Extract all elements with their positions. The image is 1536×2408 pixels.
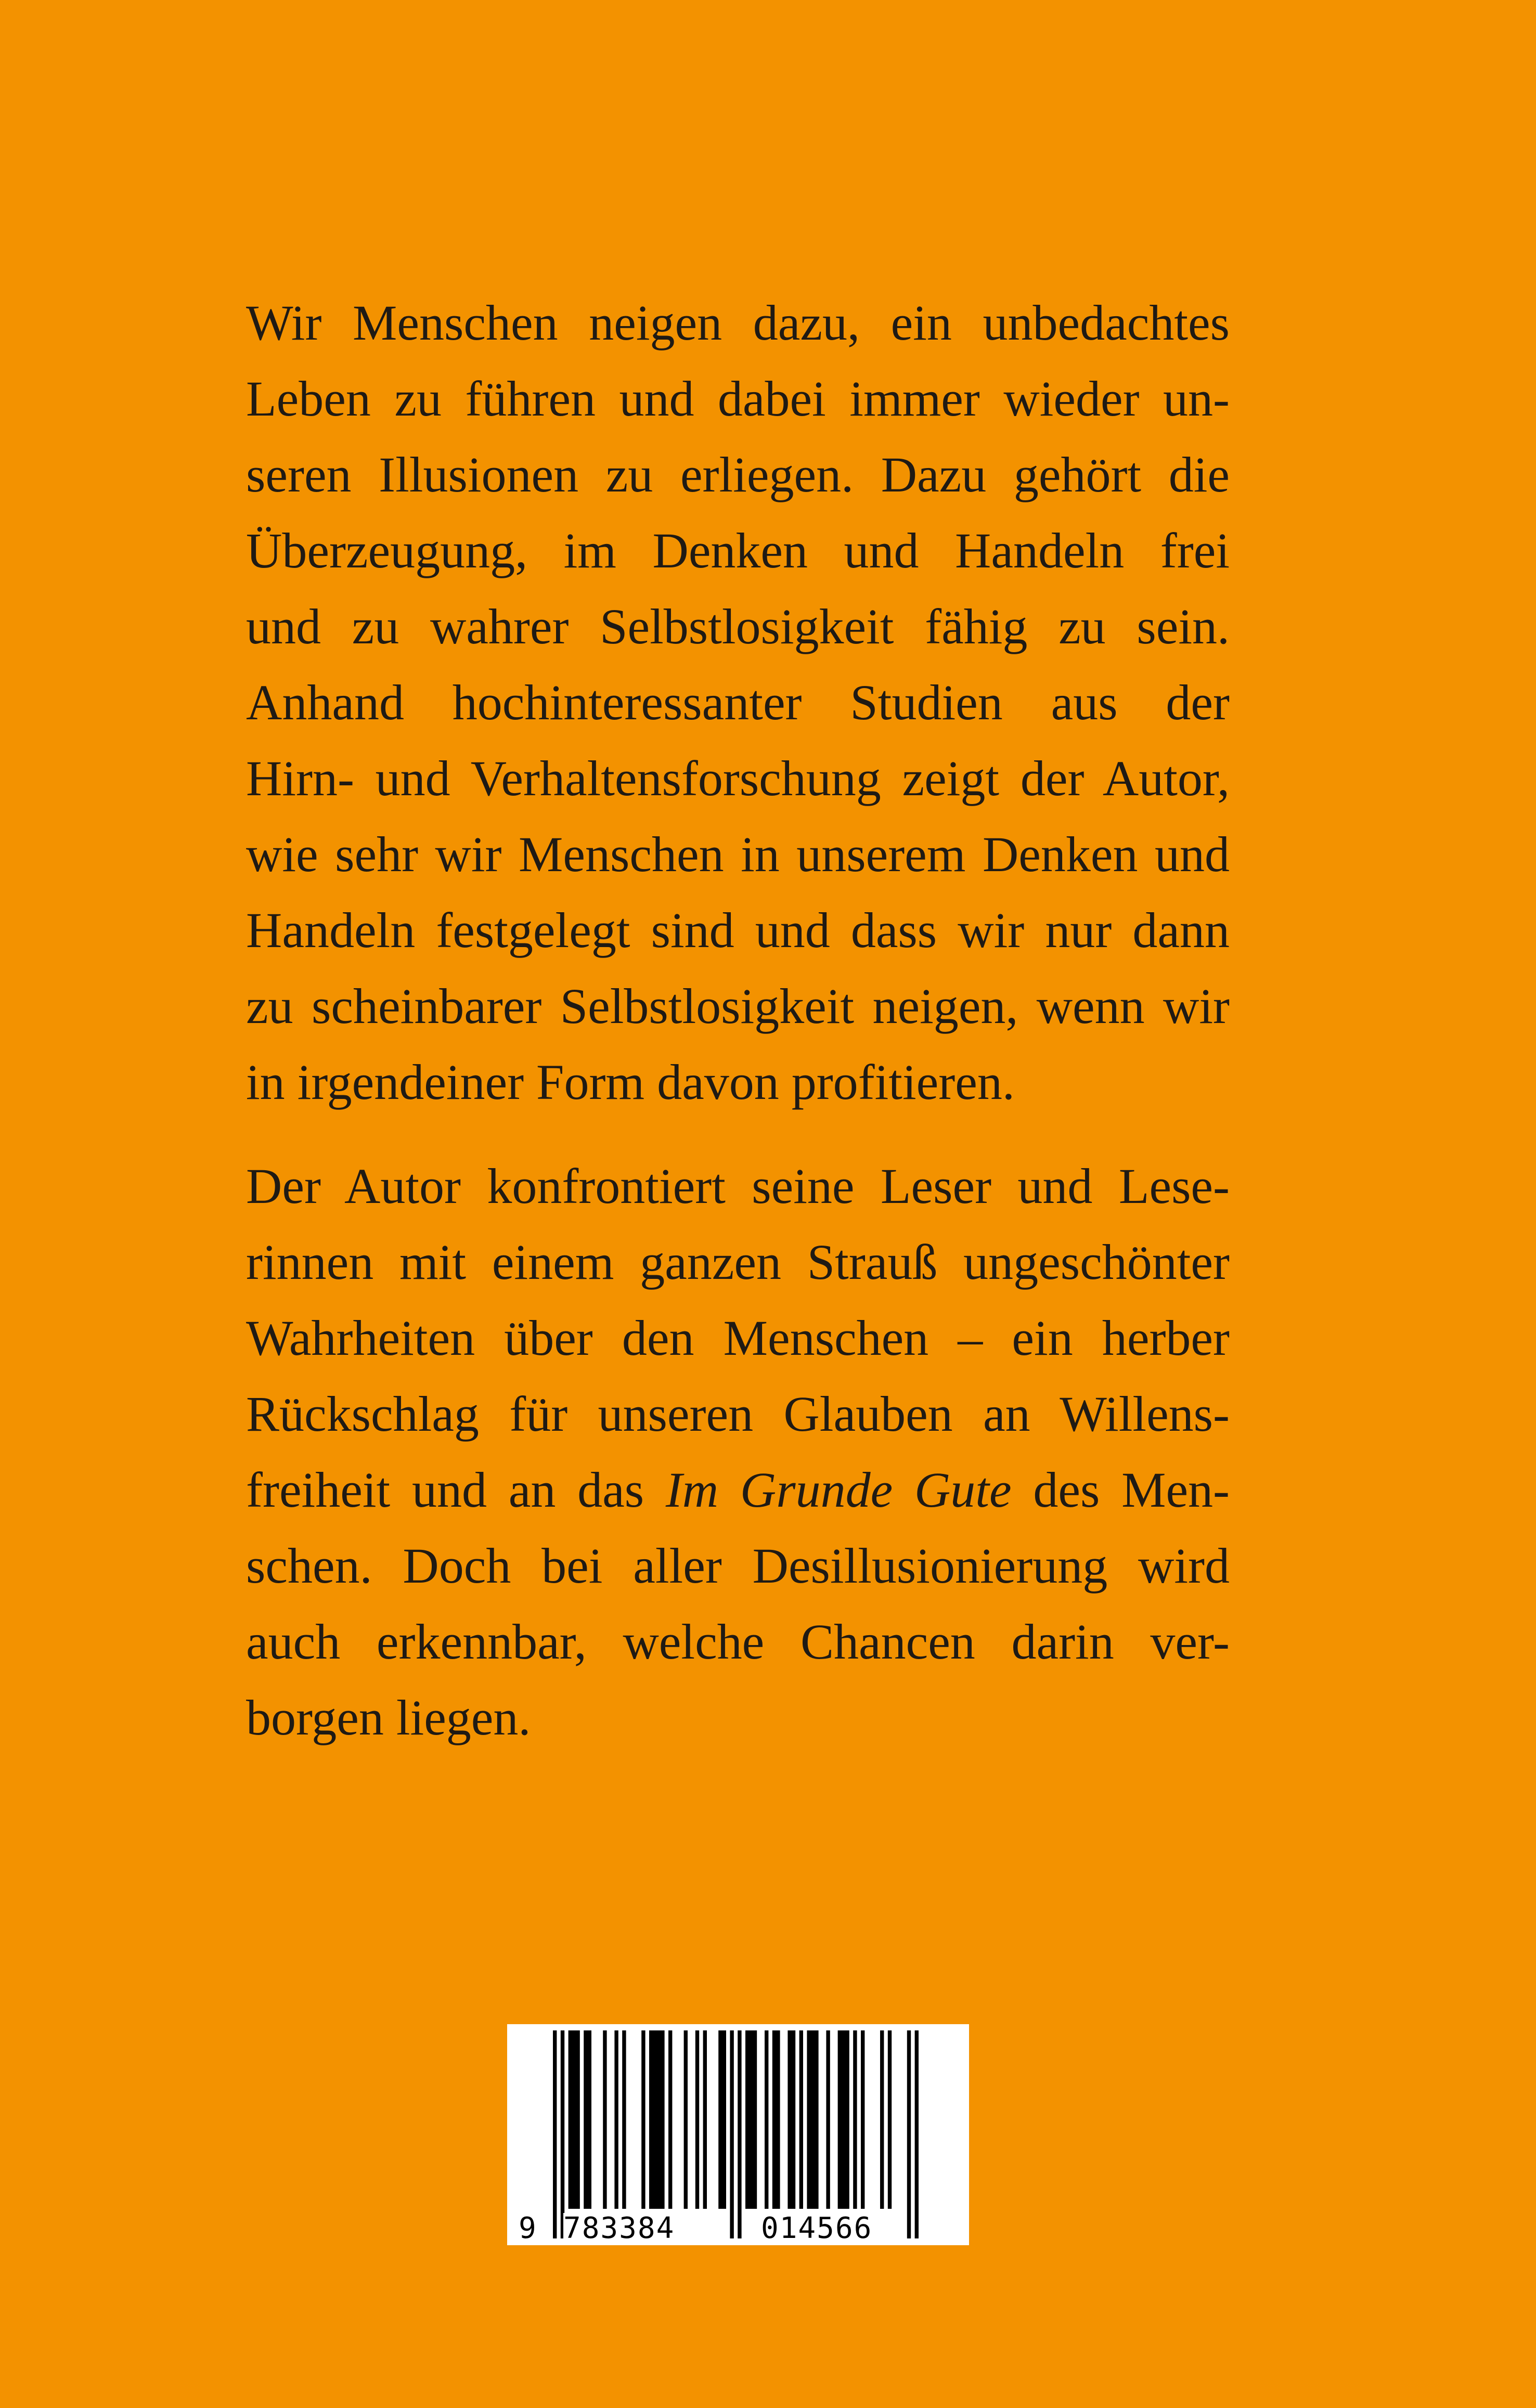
barcode-left-digits: 783384 [563, 2211, 675, 2245]
blurb-text [246, 285, 1230, 1756]
text-line: Rückschlag für unseren Glauben an Willens- [246, 1386, 1230, 1442]
text-line-with-italic [246, 1452, 1230, 1528]
text-line: borgen liegen. [246, 1690, 531, 1745]
text-line: schen. Doch bei aller Desillusionierung wird [246, 1538, 1230, 1594]
barcode-digits [507, 2024, 969, 2245]
text-line: Handeln festgelegt sind und dass wir nur dann [246, 902, 1230, 958]
barcode-right-digits: 014566 [761, 2211, 873, 2245]
text-line: zu scheinbarer Selbstlosigkeit neigen, wenn wir [246, 978, 1230, 1034]
text-segment: freiheit und an das [246, 1462, 666, 1518]
text-segment: des Men- [1011, 1462, 1230, 1518]
italic-phrase: Im Grunde Gute [665, 1462, 1012, 1518]
text-line: Hirn- und Verhaltensforschung zeigt der Autor, [246, 750, 1230, 806]
barcode-first-digit: 9 [519, 2211, 537, 2245]
text-line: Wir Menschen neigen dazu, ein unbedachtes [246, 295, 1230, 351]
text-line: Wahrheiten über den Menschen – ein herber [246, 1310, 1230, 1366]
blurb-paragraph-1 [246, 285, 1230, 1120]
text-line: Der Autor konfrontiert seine Leser und Lese- [246, 1158, 1230, 1214]
text-line: in irgendeiner Form davon profitieren. [246, 1054, 1015, 1110]
text-line: Anhand hochinteressanter Studien aus der [246, 675, 1230, 730]
blurb-paragraph-2 [246, 1148, 1230, 1756]
isbn-barcode [507, 2024, 969, 2245]
text-line: wie sehr wir Menschen in unserem Denken und [246, 826, 1230, 882]
text-line: Leben zu führen und dabei immer wieder un- [246, 371, 1230, 426]
text-line: Überzeugung, im Denken und Handeln frei [246, 523, 1230, 578]
text-line: auch erkennbar, welche Chancen darin ver- [246, 1614, 1230, 1669]
text-line: und zu wahrer Selbstlosigkeit fähig zu sein. [246, 599, 1230, 654]
text-line: seren Illusionen zu erliegen. Dazu gehört die [246, 447, 1230, 502]
text-line: rinnen mit einem ganzen Strauß ungeschönter [246, 1234, 1230, 1290]
